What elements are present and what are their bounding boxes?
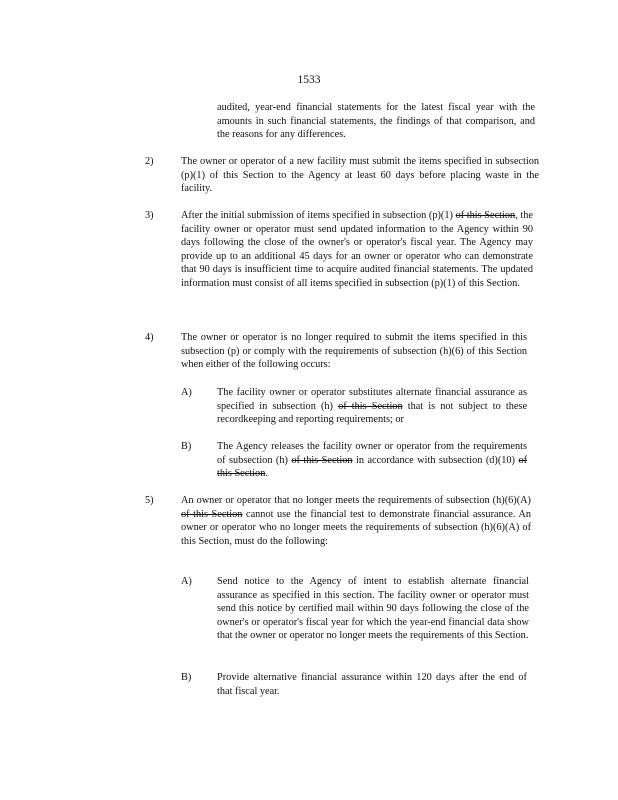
item-4b-text: The Agency releases the facility owner or operator from the requirements of subsection (h) of this Section in accordance with subsection (d)(10) of this Section. [217, 441, 528, 480]
item-5-text: An owner or operator that no longer meets the requirements of subsection (h)(6)(A) of this Section cannot use the financial test to demonstrate financial assurance. An owner or operator who no longer meets the requirements of subsection (h)(6)(A) of this Section, must do the following: [181, 495, 532, 547]
item-4-label: 4) [145, 332, 154, 343]
item-5a-label: A) [181, 576, 192, 587]
item-4a-text: The facility owner or operator substitutes alternate financial assurance as specified in subsection (h) of this Section that is not subject to these recordkeeping and reporting requirements; or [217, 387, 528, 426]
item-5a-text: Send notice to the Agency of intent to establish alternate financial assurance as specified in this section. The facility owner or operator must send this notice by certified mail within 90 days following the close of the owner's or operator's fiscal year for which the year-end financial data show that the owner or operator no longer meets the requirements of this Section. [217, 576, 529, 642]
item-4a-label: A) [181, 387, 192, 398]
item-3-text: After the initial submission of items specified in subsection (p)(1) of this Section, the facility owner or operator must send updated information to the Agency within 90 days following the close of the owner's or operator's fiscal year. The Agency may provide up to an additional 45 days for an owner or operator who can demonstrate that 90 days is insufficient time to acquire audited financial statements. The updated information must consist of all items specified in subsection (p)(1) of this Section. [181, 210, 533, 289]
item-5-label: 5) [145, 495, 154, 506]
struck-text: of this Section [338, 400, 403, 412]
item-3-label: 3) [145, 210, 154, 221]
struck-text: of this Section [217, 454, 528, 480]
item-5b-text: Provide alternative financial assurance within 120 days after the end of that fiscal year. [217, 672, 527, 697]
item-2-label: 2) [145, 156, 154, 167]
item-2-text: The owner or operator of a new facility must submit the items specified in subsection (p)(1) of this Section to the Agency at least 60 days before placing waste in the facility. [181, 156, 539, 195]
struck-text: of this Section [181, 508, 243, 520]
struck-text: of this Section [455, 210, 516, 221]
item-5b-label: B) [181, 672, 192, 683]
item-4b-label: B) [181, 441, 192, 452]
intro-paragraph: audited, year-end financial statements for the latest fiscal year with the amounts in such financial statements, the findings of that comparison, and the reasons for any differences. [217, 102, 535, 141]
page-number: 1533 [297, 74, 321, 86]
struck-text: of this Section [291, 454, 353, 466]
item-4-text: The owner or operator is no longer required to submit the items specified in this subsection (p) or comply with the requirements of subsection (h)(6) of this Section when either of the following occurs: [181, 332, 527, 371]
